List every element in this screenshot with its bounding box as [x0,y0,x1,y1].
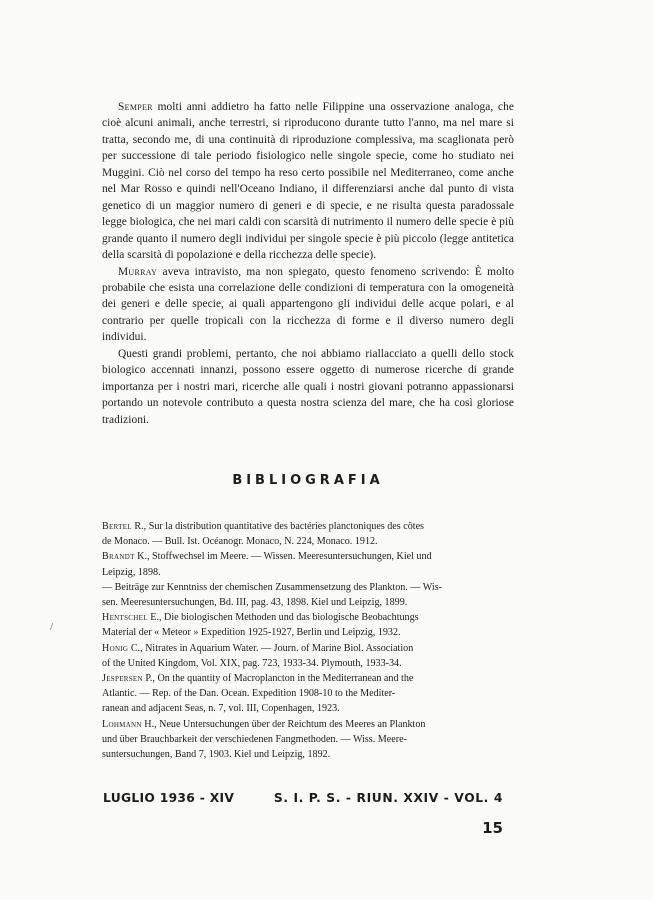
bibliography-entry [102,717,514,763]
bibliography-entry [102,641,514,671]
paragraph-3 [102,346,514,428]
entry-line: — Beiträge zur Kenntniss der chemischen Zusammensetzung des Plankton. — Wis- [102,581,442,593]
entry-line: R., Sur la distribution quantitative des bactéries planctoniques des côtes [131,521,424,532]
bibliography-entry [102,610,514,640]
author-name: Murray [118,265,158,278]
paragraph-text: Questi grandi problemi, pertanto, che noi abbiamo riallacciato a quelli dello stock biologico accennati innanzi, possono essere oggetto di numerose ricerche di grande importanza per i nostri mari, ricerche alle quali i nostri giovani potranno appassionarsi portando un notevole contributo a questa nostra scienza del mare, che ha così gloriose tradizioni. [102,347,514,426]
entry-line: de Monaco. — Bull. Ist. Océanogr. Monaco, N. 224, Monaco. 1912. [102,536,378,548]
bibliography-entry [102,549,514,579]
paragraph-2 [102,264,514,346]
entry-line: C., Nitrates in Aquarium Water. — Journ. of Marine Biol. Association [128,642,414,654]
margin-mark: / [50,621,54,633]
entry-line: sen. Meeresuntersuchungen, Bd. III, pag. 43, 1898. Kiel und Leipzig, 1899. [102,597,408,609]
paragraph-1 [102,99,514,264]
entry-line: Atlantic. — Rep. of the Dan. Ocean. Expedition 1908-10 to the Mediter- [102,688,396,700]
page-number: 15 [482,819,503,837]
bibliography-entry [102,671,514,717]
bibliography-entry [102,580,514,610]
entry-line: suntersuchungen, Band 7, 1903. Kiel und Leipzig, 1892. [102,749,331,761]
body-text [102,99,514,428]
entry-author: Bertel [102,521,132,532]
entry-author: Jespersen [102,673,143,685]
entry-line: H., Neue Untersuchungen über der Reichtum des Meeres an Plankton [141,718,426,730]
author-name: Semper [118,101,153,113]
bibliography-heading: BIBLIOGRAFIA [232,473,384,488]
footer-journal: S. I. P. S. - RIUN. XXIV - VOL. 4 [273,791,503,805]
entry-line: Leipzig, 1898. [102,566,161,578]
entry-author: Brandt [102,551,135,563]
entry-line: Material der « Meteor » Expedition 1925-1927, Berlin und Leipzig, 1932. [102,627,401,639]
footer-date: LUGLIO 1936 - XIV [103,791,235,805]
paragraph-text: molti anni addietro ha fatto nelle Filippine una osservazione analoga, che cioè alcuni animali, anche terrestri, si riproducono durante tutto l'anno, ma nel mare si tratta, secondo me, di una continuità di riproduzione complessiva, ma scaglionata però per successione di tale periodo fisiologico nelle singole specie, come ho studiato nei Muggini. Ciò nel corso del tempo ha reso certo possibile nel Mediterraneo, come anche nel Mar Rosso e quindi nell'Oceano Indiano, il differenziarsi anche dal punto di vista genetico di un maggior numero di generi e di specie, e ne risulta questa paradossale legge biologica, che nei mari caldi con scarsità di nutrimento il numero delle specie è più grande quanto il numero degli individui per singole specie è più piccolo (legge antitetica della scarsità di popolazione e della ricchezza delle specie). [102,101,514,262]
entry-author: Honig [102,642,129,654]
entry-author: Lohmann [102,718,142,730]
entry-line: K., Stoffwechsel im Meere. — Wissen. Meeresuntersuchungen, Kiel und [134,551,432,563]
entry-line: ranean and adjacent Seas, n. 7, vol. III, Copenhagen, 1923. [102,703,340,715]
entry-line: E., Die biologischen Methoden und das biologische Beobachtungs [147,612,419,624]
entry-author: Hentschel [102,612,148,624]
bibliography-entry [102,519,514,549]
entry-line: P., On the quantity of Macroplancton in the Mediterranean and the [142,673,414,685]
bibliography-list [102,519,514,762]
paragraph-text: aveva intravisto, ma non spiegato, questo fenomeno scrivendo: È molto probabile che esista una correlazione delle condizioni di temperatura con la omogeneità dei generi e delle specie, ai quali appartengono gli individui delle acque polari, e al contrario per quelle tropicali con la ricchezza di forme e il diverso numero degli individui. [102,265,514,344]
entry-line: of the United Kingdom, Vol. XIX, pag. 723, 1933-34. Plymouth, 1933-34. [102,657,402,669]
entry-line: und über Brauchbarkeit der verschiedenen Fangmethoden. — Wiss. Meere- [102,733,407,745]
